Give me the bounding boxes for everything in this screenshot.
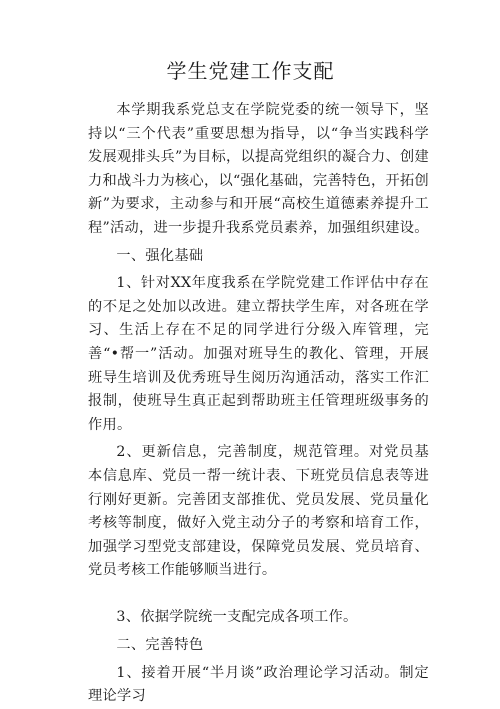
section2-item-1: 1、接着开展“半月谈”政治理论学习活动。制定理论学习: [88, 664, 429, 705]
section-heading-2: 二、完善特色: [116, 637, 204, 654]
document-title: 学生党建工作支配: [166, 59, 335, 83]
section1-item-2: 2、更新信息，完善制度，规范管理。对党员基本信息库、党员一帮一统计表、下班党员信息表等进行刚好更新。完善团支部推优、党员发展、党员量化考核等制度，做好入党主动分子的考察和培育工作，加强学习型党支部建设，保障党员发展、党员培育、党员考核工作能够顺当进行。: [88, 444, 429, 579]
section1-item-3: 3、依据学院统一支配完成各项工作。: [116, 609, 358, 626]
intro-paragraph: 本学期我系党总支在学院党委的统一领导下，坚持以“三个代表”重要思想为指导，以“争当实践科学发展观排头兵”为目标，以提高党组织的凝合力、创建力和战斗力为核心，以“强化基础，完善特色，开拓创新”为要求，主动参与和开展“高校生道德素养提升工程”活动，进一步提升我系党员素养，加强组织建设。: [88, 102, 429, 236]
section1-item-1: 1、针对XX年度我系在学院党建工作评估中存在的不足之处加以改进。建立帮扶学生库，对各班在学习、生活上存在不足的同学进行分级入库管理，完善“•帮一”活动。加强对班导生的教化、管理，开展班导生培训及优秀班导生阅历沟通活动，落实工作汇报制，使班导生真正起到帮助班主任管理班级事务的作用。: [88, 275, 429, 433]
section-heading-1: 一、强化基础: [116, 247, 204, 264]
blank-line: [88, 583, 429, 607]
